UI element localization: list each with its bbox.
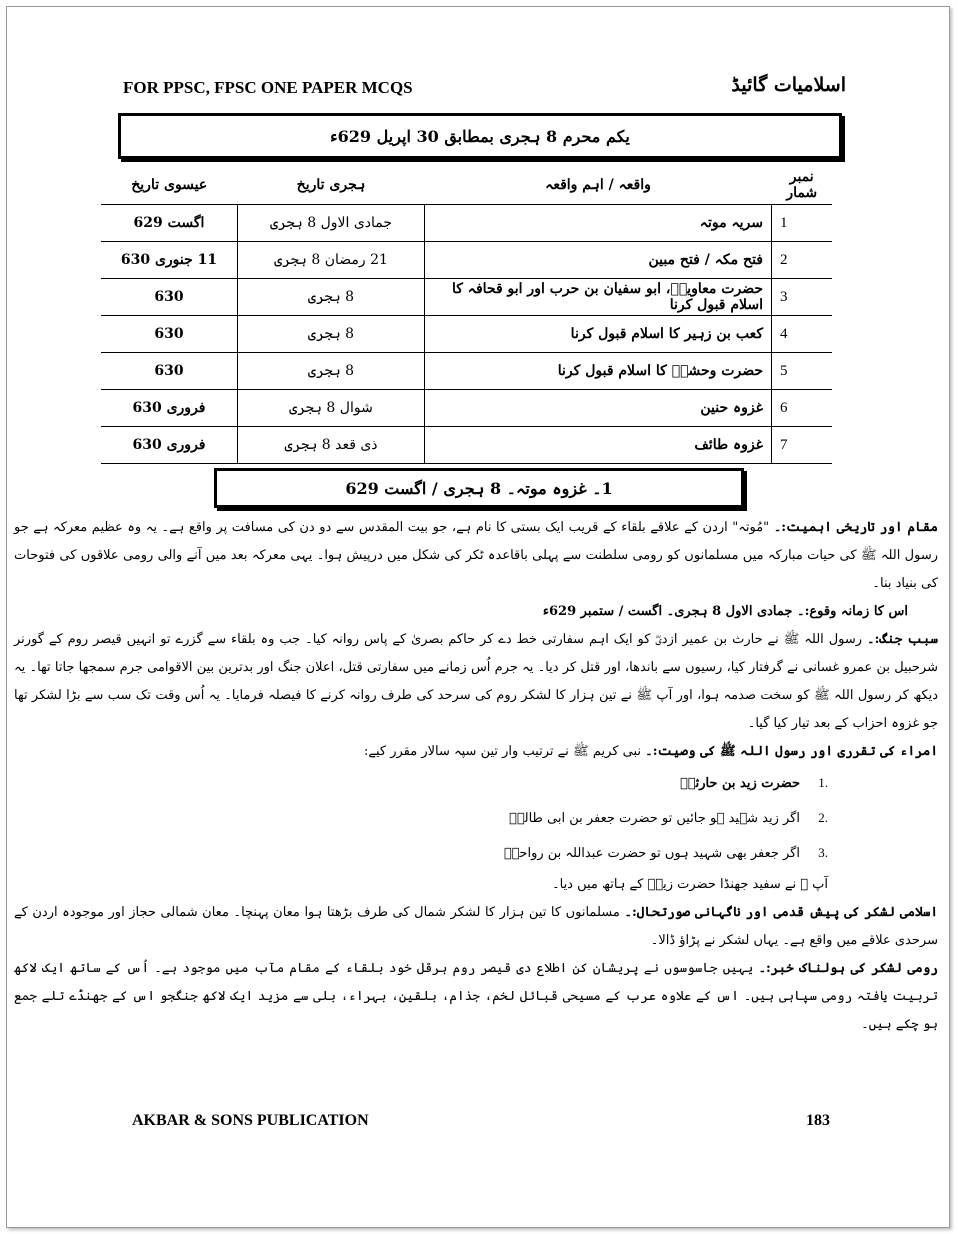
cell-hijri: ذی قعد 8 ہجری — [238, 427, 425, 464]
commanders-list — [14, 766, 938, 871]
col-num: نمبر شمار — [786, 169, 818, 201]
paragraph-roman-army — [14, 955, 938, 1039]
paragraph-text: مسلمانوں کا تین ہزار کا لشکر شمال کی طرف بڑھتا ہوا معان پہنچا۔ معان شمالی حجاز اور موجودہ اردن کے سرحدی علاقے میں واقع ہے۔ یہاں لشکر نے پڑاؤ ڈالا۔ — [14, 905, 938, 948]
paragraph-advance — [14, 899, 938, 955]
article-body — [14, 514, 938, 1039]
cell-num: 7 — [772, 427, 833, 464]
events-table — [101, 166, 832, 464]
date-title-box — [118, 113, 842, 159]
table-row — [101, 316, 832, 353]
paragraph-label: سبب جنگ:۔ — [866, 632, 938, 647]
col-hijri: ہجری تاریخ — [296, 177, 366, 193]
section-title: 1۔ غزوہ موتہ۔ 8 ہجری / اگست 629 — [345, 478, 613, 498]
list-item — [14, 766, 828, 801]
table-row — [101, 242, 832, 279]
cell-num: 3 — [772, 279, 833, 316]
header-right: اسلامیات گائیڈ — [731, 74, 846, 96]
cell-event: غزوہ حنین — [425, 390, 772, 427]
cell-event: غزوہ طائف — [425, 427, 772, 464]
paragraph-label: اسلامی لشکر کی پیش قدمی اور ناگہانی صورتحال:۔ — [624, 905, 938, 920]
cell-hijri: جمادی الاول 8 ہجری — [238, 205, 425, 242]
cell-greg: فروری 630 — [101, 390, 238, 427]
cell-event: حضرت معاویہؓ، ابو سفیان بن حرب اور ابو قحافہ کا اسلام قبول کرنا — [425, 279, 772, 316]
footer-page-number: 183 — [806, 1112, 830, 1129]
cell-greg: 630 — [101, 279, 238, 316]
cell-hijri: 8 ہجری — [238, 316, 425, 353]
table-row — [101, 427, 832, 464]
paragraph-period — [14, 598, 938, 626]
list-number: .3 — [818, 845, 828, 860]
col-greg: عیسوی تاریخ — [131, 177, 208, 193]
paragraph-cause — [14, 626, 938, 738]
cell-num: 4 — [772, 316, 833, 353]
list-text: حضرت زید بن حارثہؓ — [679, 776, 800, 791]
cell-hijri: 8 ہجری — [238, 279, 425, 316]
section-title-box — [214, 468, 744, 508]
cell-num: 6 — [772, 390, 833, 427]
col-event: واقعہ / اہم واقعہ — [545, 177, 651, 193]
paragraph-text: رسول اللہ ﷺ نے حارث بن عمیر ازدیؓ کو ایک اہم سفارتی خط دے کر حاکم بصریٰ کے پاس روانہ کیا۔ جب وہ بلقاء سے گزرے تو انہیں قیصر روم کے گورنر شرحبیل بن عمرو غسانی نے گرفتار کیا، رسیوں سے باندھا، اور قتل کر دیا۔ یہ جرم اُس زمانے میں سفارتی قتل، اعلان جنگ اور بدترین بین الاقوامی جرم سمجھا جاتا تھا۔ یہ دیکھ کر رسول اللہ ﷺ کو سخت صدمہ ہوا، اور آپ ﷺ نے تین ہزار کا لشکر روم کی سرحد کی طرف روانہ کرنے کا فیصلہ فرمایا۔ یہ اُس وقت تک سب سے بڑا لشکر تھا جو غزوہ احزاب کے بعد تیار کیا گیا۔ — [14, 632, 938, 731]
table-row — [101, 390, 832, 427]
paragraph-location — [14, 514, 938, 598]
cell-greg: اگست 629 — [101, 205, 238, 242]
paragraph-label: اس کا زمانہ وقوع:۔ — [796, 604, 908, 619]
cell-event: سریہ موتہ — [425, 205, 772, 242]
cell-hijri: 21 رمضان 8 ہجری — [238, 242, 425, 279]
paragraph-text: یہیں جاسوسوں نے پریشان کن اطلاع دی قیصر روم ہرقل خود بلقاء کے مقام مآب میں موجود ہے۔ اُس کے ساتھ ایک لاکھ تربیت یافتہ رومی سپاہی ہیں۔ اس کے علاوہ عرب کے مسیحی قبائل لخم، جذام، بلقین، بہراء، بلی سے مزید ایک لاکھ جنگجو اس کے جھنڈے تلے جمع ہو چکے ہیں۔ — [14, 961, 938, 1032]
paragraph-label: امراء کی تقرری اور رسول اللہ ﷺ کی وصیت:۔ — [645, 744, 938, 759]
cell-hijri: 8 ہجری — [238, 353, 425, 390]
list-text: اگر زید شہید ہو جائیں تو حضرت جعفر بن ابی طالبؓ — [509, 811, 800, 826]
paragraph-commanders — [14, 738, 938, 766]
table-row — [101, 279, 832, 316]
paragraph-label: مقام اور تاریخی اہمیت:۔ — [773, 520, 938, 535]
cell-event: حضرت وحشیؓ کا اسلام قبول کرنا — [425, 353, 772, 390]
cell-greg: 11 جنوری 630 — [101, 242, 238, 279]
header-left: FOR PPSC, FPSC ONE PAPER MCQS — [123, 78, 413, 97]
date-title: یکم محرم 8 ہجری بمطابق 30 اپریل 629ء — [330, 126, 630, 146]
paragraph-text: جمادی الاول 8 ہجری۔ اگست / ستمبر 629ء — [542, 604, 797, 619]
cell-greg: 630 — [101, 316, 238, 353]
list-number: .2 — [818, 810, 828, 825]
table-row — [101, 353, 832, 390]
cell-hijri: شوال 8 ہجری — [238, 390, 425, 427]
list-item — [14, 836, 828, 871]
cell-greg: فروری 630 — [101, 427, 238, 464]
table-row — [101, 205, 832, 242]
cell-num: 1 — [772, 205, 833, 242]
table-header-row — [101, 166, 832, 205]
list-text: اگر جعفر بھی شہید ہوں تو حضرت عبداللہ بن رواحہؓ — [503, 846, 800, 861]
list-number: .1 — [818, 775, 828, 790]
cell-num: 2 — [772, 242, 833, 279]
paragraph-text: "مُوتہ" اردن کے علاقے بلقاء کے قریب ایک بستی کا نام ہے، جو بیت المقدس سے دو دن کی مسافت پر واقع ہے۔ یہ وہ عظیم معرکہ ہے جو رسول اللہ ﷺ کی حیات مبارکہ میں مسلمانوں کو رومی سلطنت سے پہلی باقاعدہ ٹکر کی شکل میں درپیش ہوا۔ یہی معرکہ بعد میں آنے والی رومی علاقوں کی فتوحات کی بنیاد بنا۔ — [14, 520, 938, 591]
cell-num: 5 — [772, 353, 833, 390]
paragraph-label: رومی لشکر کی ہولناک خبر:۔ — [758, 961, 938, 976]
list-item — [14, 801, 828, 836]
footer-publisher: AKBAR & SONS PUBLICATION — [132, 1112, 369, 1129]
cell-event: کعب بن زہیر کا اسلام قبول کرنا — [425, 316, 772, 353]
paragraph-text: نبی کریم ﷺ نے ترتیب وار تین سپہ سالار مقرر کیے: — [363, 744, 646, 759]
cell-greg: 630 — [101, 353, 238, 390]
paragraph-flag: آپ ﷺ نے سفید جھنڈا حضرت زیدؓ کے ہاتھ میں دیا۔ — [551, 877, 828, 892]
cell-event: فتح مکہ / فتح مبین — [425, 242, 772, 279]
